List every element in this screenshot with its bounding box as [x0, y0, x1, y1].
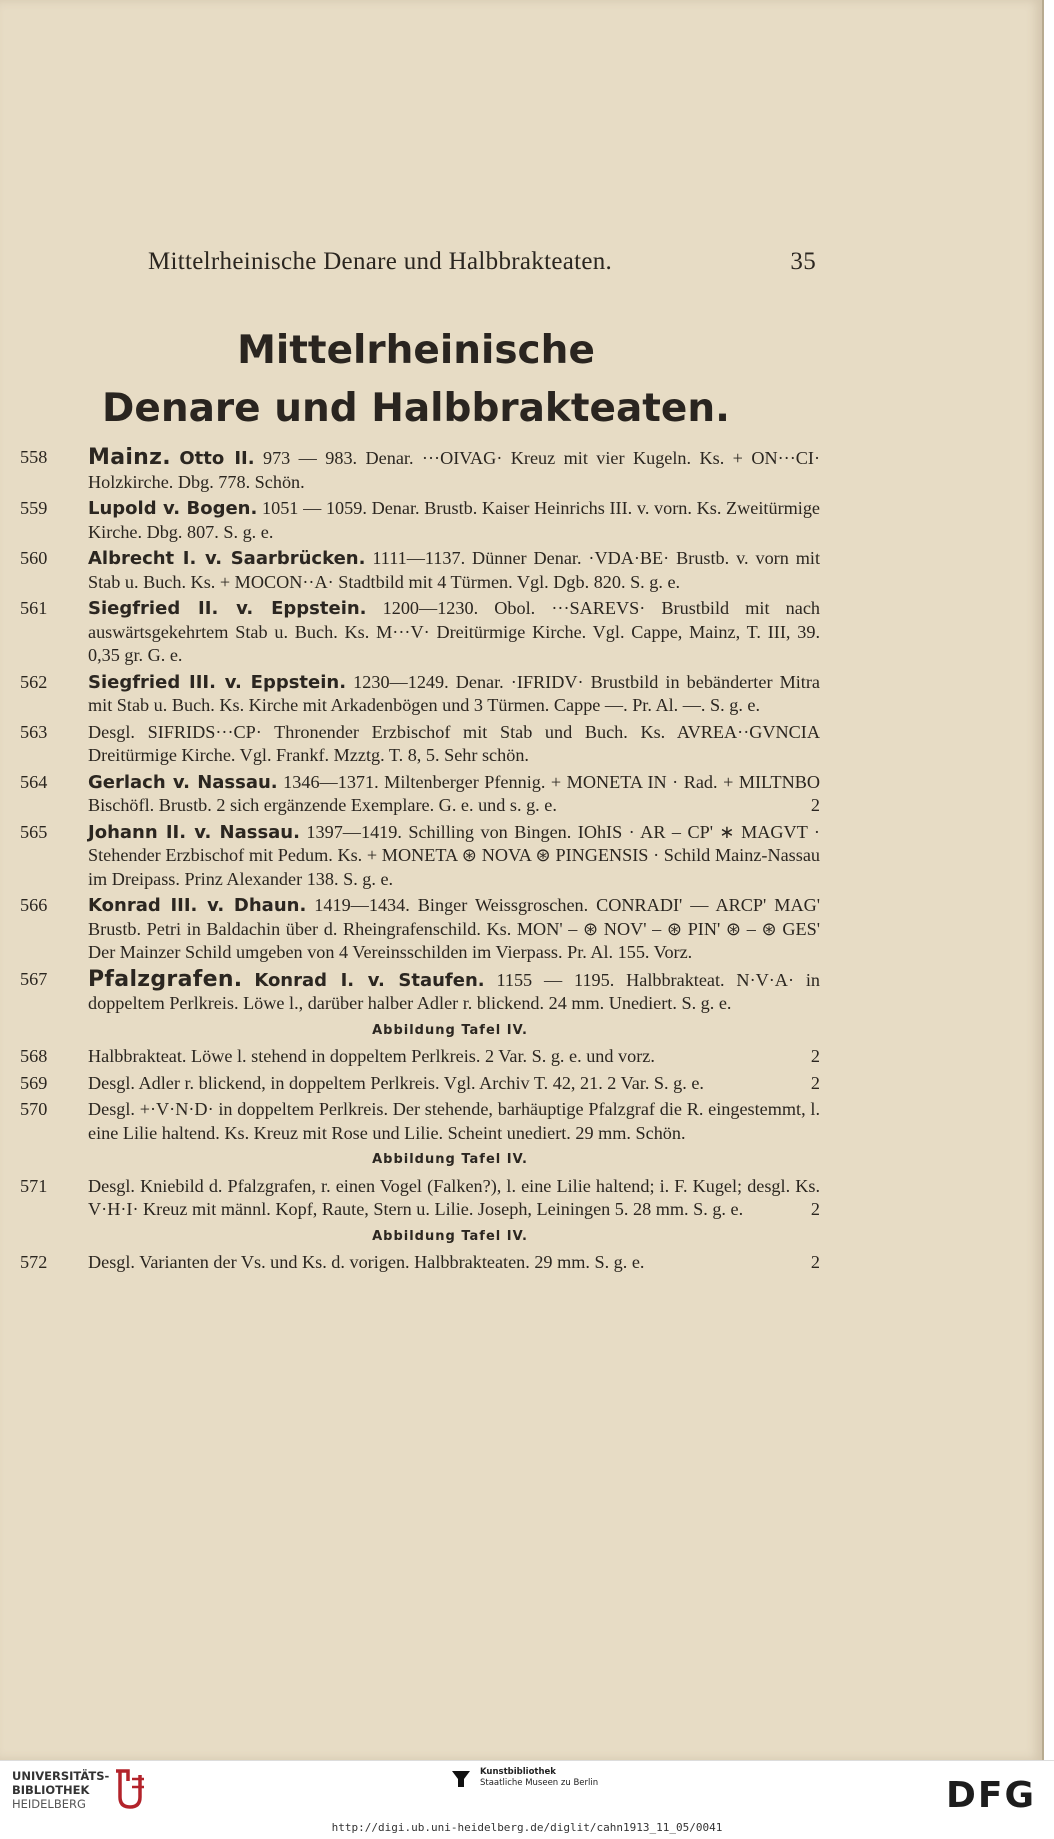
- catalog-entry: [20, 497, 820, 544]
- ub-heidelberg-text: UNIVERSITÄTS- BIBLIOTHEK HEIDELBERG: [12, 1769, 110, 1811]
- entry-description: 1111—1137. Dünner Denar. ·VDA·BE· Brustb. v. vorn mit Stab u. Buch. Ks. + MOCON··A· Stadtbild mit 4 Türmen. Vgl. Dgb. 820. S. g. e.: [88, 548, 820, 592]
- entry-description: Halbbrakteat. Löwe l. stehend in doppeltem Perlkreis. 2 Var. S. g. e. und vorz.: [88, 1046, 655, 1066]
- entry-subheading: Konrad I. v. Staufen.: [254, 969, 485, 991]
- museum-emblem-icon: [450, 1767, 472, 1789]
- catalog-entry: [20, 597, 820, 668]
- entry-description: Desgl. +·V·N·D· in doppeltem Perlkreis. Der stehende, barhäuptige Pfalzgraf die R. eingestemmt, l. eine Lilie haltend. Ks. Kreuz mit Rose und Lilie. Scheint unediert. 29 mm. Schön.: [88, 1099, 820, 1143]
- catalog-entry: [20, 1098, 820, 1145]
- entry-description: 1419—1434. Binger Weissgroschen. CONRADI' — ARCP' MAG' Brustb. Petri in Baldachin über d. Rheingrafenschild. Ks. MON' – ⊛ NOV' – ⊛ PIN' ⊛ – ⊛ GES' Der Mainzer Schild umgeben von 4 Vereinsschilden im Vierpass. Pr. Al. 155. Vorz.: [88, 895, 820, 962]
- entry-description: 1051 — 1059. Denar. Brustb. Kaiser Heinrichs III. v. vorn. Ks. Zweitürmige Kirche. Dbg. 807. S. g. e.: [88, 498, 820, 542]
- catalog-entry: [20, 547, 820, 594]
- entry-number: 559: [20, 498, 48, 518]
- catalog-entry: [20, 1175, 820, 1222]
- page-number: 35: [790, 248, 816, 275]
- entry-number: 571: [20, 1175, 48, 1196]
- entry-description: 1200—1230. Obol. ···SAREVS· Brustbild mit nach auswärtsgekehrtem Stab u. Buch. Ks. M···V· Dreitürmige Kirche. Vgl. Cappe, Mainz, T. III, 39. 0,35 gr. G. e.: [88, 598, 820, 665]
- entry-heading: Siegfried III. v. Eppstein.: [88, 671, 347, 693]
- ub-heidelberg-logo[interactable]: [12, 1767, 148, 1813]
- entry-number: 558: [20, 447, 48, 467]
- catalog-entry: [20, 721, 820, 768]
- entry-heading: Siegfried II. v. Eppstein.: [88, 598, 367, 619]
- entry-heading: Gerlach v. Nassau.: [88, 771, 278, 793]
- dfg-logo[interactable]: DFG: [945, 1775, 1036, 1816]
- entry-description: Desgl. SIFRIDS···CP· Thronender Erzbischof mit Stab und Buch. Ks. AVREA··GVNCIA Dreitürmige Kirche. Vgl. Frankf. Mzztg. T. 8, 5. Sehr schön.: [88, 721, 820, 765]
- entry-count: 2: [810, 1199, 820, 1219]
- museum-text: Kunstbibliothek Staatliche Museen zu Berlin: [480, 1767, 599, 1788]
- running-head-title: Mittelrheinische Denare und Halbbrakteaten.: [148, 248, 613, 275]
- catalog-entry: [20, 968, 820, 1016]
- entry-number: 560: [20, 548, 48, 568]
- entry-heading: Lupold v. Bogen.: [88, 498, 258, 519]
- footer-bar: [0, 1760, 1054, 1839]
- entry-number: 569: [20, 1072, 48, 1093]
- source-url-link[interactable]: http://digi.ub.uni-heidelberg.de/diglit/cahn1913_11_05/0041: [331, 1821, 723, 1834]
- catalog-entry: [20, 1251, 820, 1275]
- entry-number: 568: [20, 1046, 48, 1066]
- catalog-entry: [20, 821, 820, 892]
- entry-description: 1397—1419. Schilling von Bingen. IOhIS · AR – CP' ∗ MAGVT · Stehender Erzbischof mit Pedum. Ks. + MONETA ⊛ NOVA ⊛ PINGENSIS · Schild Mainz-Nassau im Dreipass. Prinz Alexander 138. S. g. e.: [88, 821, 820, 889]
- entry-heading: Pfalzgrafen.: [88, 966, 243, 992]
- entry-heading: Mainz.: [88, 445, 171, 470]
- entry-heading: Konrad III. v. Dhaun.: [88, 895, 307, 916]
- entry-count: 2: [810, 1252, 820, 1272]
- entry-number: 564: [20, 771, 48, 792]
- ub-emblem-icon: [110, 1767, 148, 1813]
- catalog-entry: [20, 446, 820, 494]
- entry-number: 572: [20, 1252, 48, 1272]
- plate-reference: Abbildung Tafel IV.: [372, 1152, 528, 1167]
- entry-description: Desgl. Kniebild d. Pfalzgrafen, r. einen Vogel (Falken?), l. eine Lilie haltend; i. F. Kugel; desgl. Ks. V·H·I· Kreuz mit männl. Kopf, Raute, Stern u. Lilie. Joseph, Leiningen 5. 28 mm. S. g. e.: [88, 1175, 820, 1219]
- page-title-line-1: Mittelrheinische: [237, 328, 595, 373]
- entry-subheading: Otto II.: [179, 448, 255, 469]
- catalog-entries: [20, 446, 820, 1278]
- entry-number: 562: [20, 671, 48, 692]
- plate-reference: Abbildung Tafel IV.: [372, 1022, 528, 1038]
- entry-number: 570: [20, 1099, 48, 1119]
- plate-reference: Abbildung Tafel IV.: [372, 1228, 528, 1244]
- entry-description: Desgl. Varianten der Vs. und Ks. d. vorigen. Halbbrakteaten. 29 mm. S. g. e.: [88, 1252, 645, 1272]
- entry-description: 1230—1249. Denar. ·IFRIDV· Brustbild in bebänderter Mitra mit Stab u. Buch. Ks. Kirche mit Arkadenbögen und 3 Türmen. Cappe —. Pr. Al. —. S. g. e.: [88, 671, 820, 715]
- entry-count: 2: [810, 1046, 820, 1066]
- running-head: [148, 248, 816, 276]
- entry-count: 2: [810, 1072, 820, 1093]
- entry-count: 2: [810, 795, 820, 815]
- entry-description: 973 — 983. Denar. ···OIVAG· Kreuz mit vier Kugeln. Ks. + ON···CI· Holzkirche. Dbg. 778. Schön.: [88, 448, 820, 492]
- catalog-entry: [20, 671, 820, 718]
- entry-description: 1155 — 1195. Halbbrakteat. N·V·A· in doppeltem Perlkreis. Löwe l., darüber halber Adler r. blickend. 24 mm. Unediert. S. g. e.: [88, 969, 820, 1013]
- page-title-line-2: Denare und Halbbrakteaten.: [102, 386, 730, 431]
- entry-number: 565: [20, 821, 48, 842]
- catalog-entry: [20, 1072, 820, 1096]
- staatliche-museen-logo[interactable]: [450, 1767, 598, 1789]
- catalog-entry: [20, 771, 820, 818]
- page-title: [0, 322, 832, 438]
- catalog-entry: [20, 1045, 820, 1069]
- catalog-entry: [20, 894, 820, 965]
- entry-number: 566: [20, 895, 48, 915]
- entry-description: 1346—1371. Miltenberger Pfennig. + MONETA IN · Rad. + MILTNBO Bischöfl. Brustb. 2 sich ergänzende Exemplare. G. e. und s. g. e.: [88, 771, 821, 815]
- entry-number: 567: [20, 968, 48, 989]
- entry-number: 563: [20, 721, 48, 742]
- entry-description: Desgl. Adler r. blickend, in doppeltem Perlkreis. Vgl. Archiv T. 42, 21. 2 Var. S. g. e.: [88, 1072, 704, 1093]
- entry-heading: Johann II. v. Nassau.: [88, 821, 300, 843]
- entry-number: 561: [20, 598, 48, 618]
- entry-heading: Albrecht I. v. Saarbrücken.: [88, 548, 366, 569]
